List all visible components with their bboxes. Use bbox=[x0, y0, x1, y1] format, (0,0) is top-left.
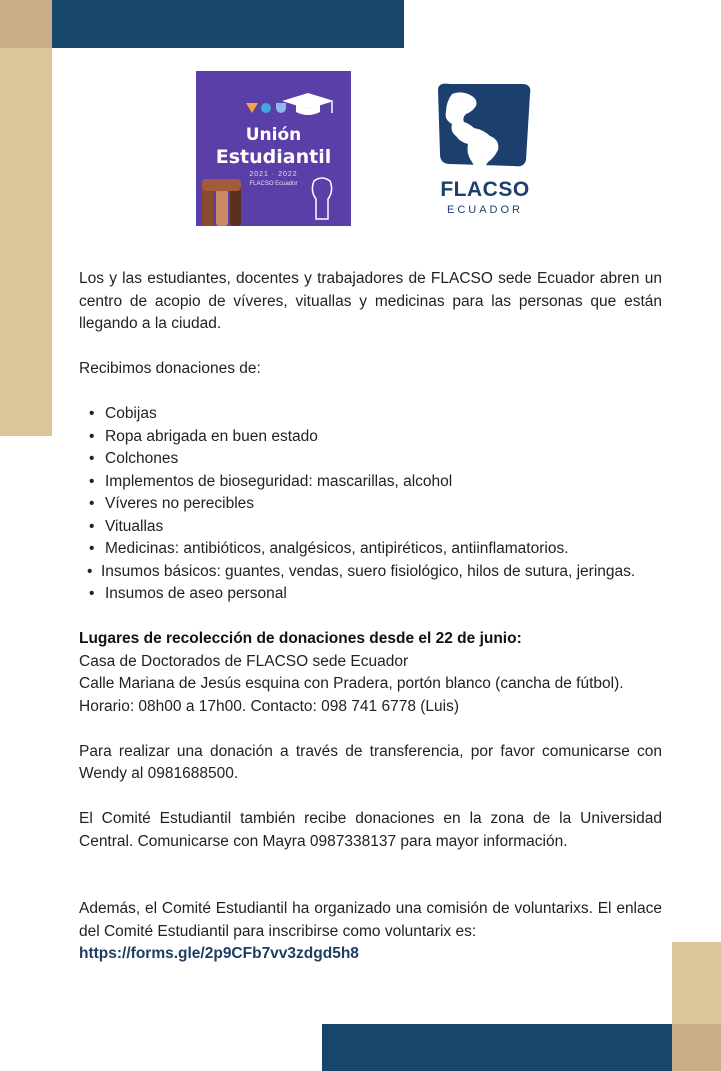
decor-block-top-left bbox=[0, 0, 52, 48]
union-logo-years: 2021 · 2022 bbox=[249, 171, 298, 178]
flacso-globe-icon bbox=[430, 80, 540, 175]
flacso-logo-word: FLACSO bbox=[440, 178, 530, 201]
list-item: • Insumos de aseo personal bbox=[79, 583, 662, 606]
collection-heading: Lugares de recolección de donaciones desde el 22 de junio: bbox=[79, 630, 522, 647]
flacso-logo-subtitle: ECUADOR bbox=[446, 204, 523, 216]
decor-bar-bottom bbox=[322, 1024, 672, 1071]
volunteer-paragraph: Además, el Comité Estudiantil ha organizado una comisión de voluntarixs. El enlace del Comité Estudiantil para inscribirse como voluntarix es: bbox=[79, 900, 662, 940]
decor-block-bottom-right bbox=[672, 1024, 721, 1071]
donations-list bbox=[79, 403, 662, 606]
list-item: • Vituallas bbox=[79, 516, 662, 539]
central-paragraph: El Comité Estudiantil también recibe donaciones en la zona de la Universidad Central. Comunicarse con Mayra 0987338137 para mayor información. bbox=[79, 810, 662, 850]
list-item: • Víveres no perecibles bbox=[79, 493, 662, 516]
union-logo-title-line1: Unión bbox=[245, 125, 302, 145]
list-item: • Ropa abrigada en buen estado bbox=[79, 426, 662, 449]
donations-heading: Recibimos donaciones de: bbox=[79, 360, 261, 377]
intro-paragraph: Los y las estudiantes, docentes y trabajadores de FLACSO sede Ecuador abren un centro de acopio de víveres, vituallas y medicinas para las personas que están llegando a la ciudad. bbox=[79, 270, 662, 332]
transfer-paragraph: Para realizar una donación a través de transferencia, por favor comunicarse con Wendy al 0981688500. bbox=[79, 742, 662, 782]
union-estudiantil-logo bbox=[196, 71, 351, 226]
list-item: • Cobijas bbox=[79, 403, 662, 426]
decor-strip-right bbox=[672, 942, 721, 1024]
union-logo-title-line2: Estudiantil bbox=[215, 146, 332, 168]
volunteer-link[interactable]: https://forms.gle/2p9CFb7vv3zdgd5h8 bbox=[79, 945, 359, 962]
list-item: • Colchones bbox=[79, 448, 662, 471]
list-item: • Implementos de bioseguridad: mascarillas, alcohol bbox=[79, 471, 662, 494]
collection-address: Calle Mariana de Jesús esquina con Pradera, portón blanco (cancha de fútbol). bbox=[79, 675, 624, 692]
collection-place: Casa de Doctorados de FLACSO sede Ecuador bbox=[79, 652, 409, 670]
list-item: • Insumos básicos: guantes, vendas, suero fisiológico, hilos de sutura, jeringas. bbox=[79, 561, 662, 584]
decor-strip-left bbox=[0, 48, 52, 436]
announcement-body bbox=[79, 268, 662, 966]
union-logo-subtitle: FLACSO Ecuador bbox=[249, 181, 298, 187]
collection-hours: Horario: 08h00 a 17h00. Contacto: 098 741 6778 (Luis) bbox=[79, 697, 460, 715]
decor-bar-top bbox=[52, 0, 404, 48]
flacso-logo bbox=[430, 80, 540, 225]
list-item: • Medicinas: antibióticos, analgésicos, antipiréticos, antiinflamatorios. bbox=[79, 538, 662, 561]
